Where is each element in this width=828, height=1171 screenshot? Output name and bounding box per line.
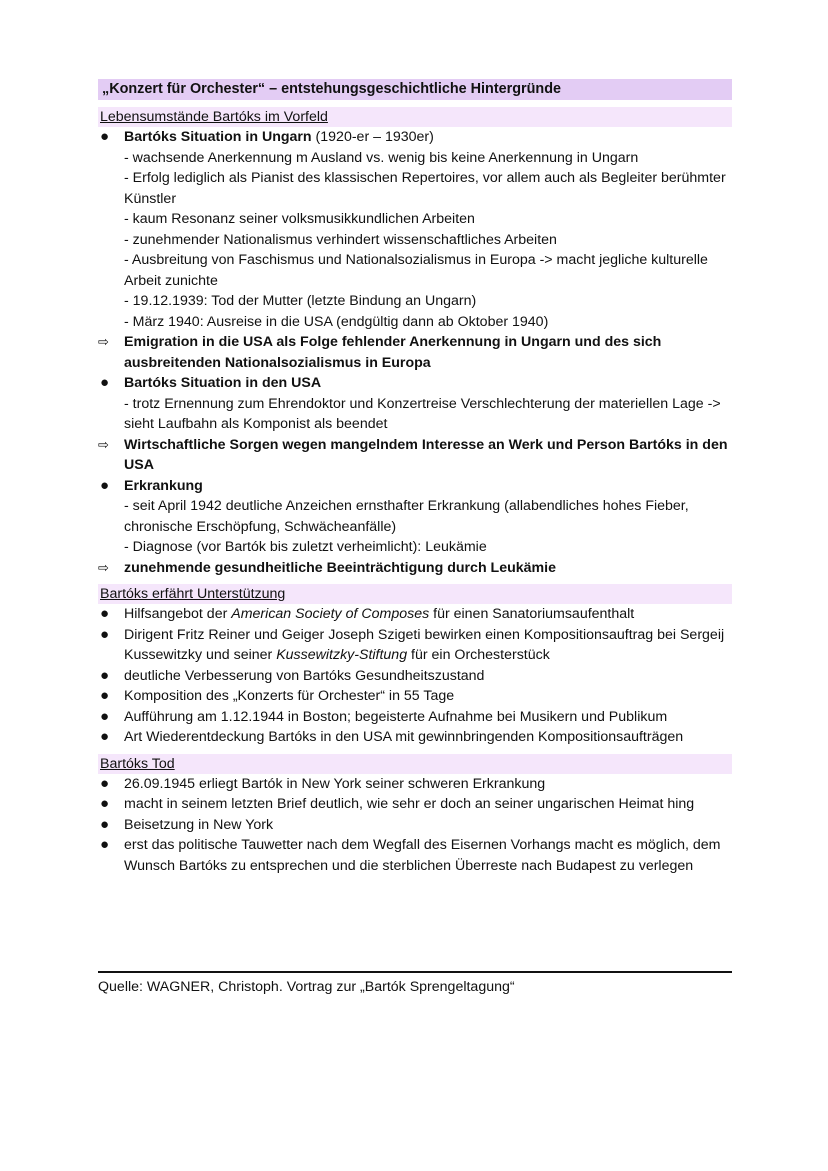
outline-arrow-right-icon: ⇨	[98, 334, 109, 349]
arrow-conclusion: Emigration in die USA als Folge fehlender Anerkennung in Ungarn und des sich ausbreitenden Nationalsozialismus in Europa	[124, 334, 662, 371]
bullet-dot-icon: ●	[100, 605, 110, 622]
list-item	[98, 476, 732, 558]
section-heading-vorfeld: Lebensumstände Bartóks im Vorfeld	[98, 107, 732, 127]
bullet-dot-icon: ●	[100, 666, 110, 684]
sub-line: - trotz Ernennung zum Ehrendoktor und Konzertreise Verschlechterung der materiellen Lage -> sieht Laufbahn als Komponist als beendet	[124, 395, 721, 432]
list-item	[98, 604, 732, 625]
item-text: macht in seinem letzten Brief deutlich, wie sehr er doch an seiner ungarischen Heimat hing	[124, 796, 695, 812]
sub-line: - März 1940: Ausreise in die USA (endgültig dann ab Oktober 1940)	[124, 313, 549, 330]
item-text: Art Wiederentdeckung Bartóks in den USA mit gewinnbringenden Kompositionsaufträgen	[124, 729, 684, 745]
section-heading-unterstuetzung: Bartóks erfährt Unterstützung	[98, 584, 732, 604]
list-item	[98, 686, 732, 707]
list-item	[98, 666, 732, 687]
source-citation: Quelle: WAGNER, Christoph. Vortrag zur „Bartók Sprengeltagung“	[98, 979, 515, 995]
footer-divider	[98, 971, 732, 973]
item-text: deutliche Verbesserung von Bartóks Gesundheitszustand	[124, 667, 485, 684]
list-item	[98, 127, 732, 332]
list-item	[98, 815, 732, 836]
arrow-item	[98, 332, 732, 373]
sub-line: - zunehmender Nationalismus verhindert wissenschaftliches Arbeiten	[124, 231, 557, 248]
sub-line: - kaum Resonanz seiner volksmusikkundlichen Arbeiten	[124, 211, 475, 227]
section-list-unterstuetzung	[98, 604, 732, 748]
item-lead: Bartóks Situation in den USA	[124, 375, 322, 391]
list-item	[98, 835, 732, 876]
item-lead-rest: (1920-er – 1930er)	[311, 129, 434, 145]
sub-line: - Ausbreitung von Faschismus und Nationalsozialismus in Europa -> macht jegliche kulturelle Arbeit zunichte	[124, 252, 708, 289]
item-text: 26.09.1945 erliegt Bartók in New York seiner schweren Erkrankung	[124, 775, 546, 792]
item-lead: Erkrankung	[124, 477, 203, 494]
outline-arrow-right-icon: ⇨	[98, 559, 109, 575]
bullet-dot-icon: ●	[100, 625, 110, 643]
bullet-dot-icon: ●	[100, 374, 110, 391]
bullet-dot-icon: ●	[100, 836, 110, 853]
sub-line: - Diagnose (vor Bartók bis zuletzt verheimlicht): Leukämie	[124, 539, 487, 555]
arrow-conclusion: Wirtschaftliche Sorgen wegen mangelndem Interesse an Werk und Person Bartóks in den USA	[124, 436, 728, 473]
arrow-conclusion: zunehmende gesundheitliche Beeinträchtigung durch Leukämie	[124, 559, 556, 576]
item-text: erst das politische Tauwetter nach dem Wegfall des Eisernen Vorhangs macht es möglich, dem Wunsch Bartóks zu entsprechen und die sterblichen Überreste nach Budapest zu verlegen	[124, 837, 721, 874]
item-text: Dirigent Fritz Reiner und Geiger Joseph Szigeti bewirken einen Kompositionsauftrag bei Sergeij Kussewitzky und seiner	[124, 626, 725, 663]
bullet-dot-icon: ●	[100, 687, 110, 704]
section-list-tod	[98, 774, 732, 877]
list-item	[98, 794, 732, 815]
bullet-dot-icon: ●	[100, 795, 110, 812]
item-text: für ein Orchesterstück	[407, 647, 550, 663]
sub-line: - Erfolg lediglich als Pianist des klassischen Repertoires, vor allem auch als Begleiter berühmter Künstler	[124, 170, 726, 207]
list-item	[98, 774, 732, 795]
item-text: für einen Sanatoriumsaufenthalt	[429, 606, 635, 622]
sub-line: - seit April 1942 deutliche Anzeichen ernsthafter Erkrankung (allabendliches hohes Fieber, chronische Erschöpfung, Schwächeanfälle)	[124, 498, 689, 535]
item-text-italic: American Society of Composes	[231, 606, 430, 622]
item-lead: Bartóks Situation in Ungarn	[124, 129, 312, 145]
item-text: Aufführung am 1.12.1944 in Boston; begeisterte Aufnahme bei Musikern und Publikum	[124, 708, 668, 725]
item-text: Beisetzung in New York	[124, 816, 274, 833]
bullet-dot-icon: ●	[100, 774, 110, 792]
bullet-dot-icon: ●	[100, 707, 110, 725]
list-item	[98, 727, 732, 748]
item-text-italic: Kussewitzky-Stiftung	[276, 647, 408, 663]
section-list-vorfeld	[98, 127, 732, 578]
item-text: Komposition des „Konzerts für Orchester“ in 55 Tage	[124, 688, 455, 704]
bullet-dot-icon: ●	[100, 128, 110, 145]
document-title: „Konzert für Orchester“ – entstehungsgeschichtliche Hintergründe	[98, 79, 732, 100]
section-heading-tod: Bartóks Tod	[98, 754, 732, 774]
outline-arrow-right-icon: ⇨	[98, 436, 109, 452]
arrow-item	[98, 558, 732, 579]
bullet-dot-icon: ●	[100, 728, 110, 745]
bullet-dot-icon: ●	[100, 815, 110, 833]
list-item	[98, 625, 732, 666]
arrow-item	[98, 435, 732, 476]
sub-line: - 19.12.1939: Tod der Mutter (letzte Bindung an Ungarn)	[124, 293, 477, 309]
sub-line: - wachsende Anerkennung m Ausland vs. wenig bis keine Anerkennung in Ungarn	[124, 149, 639, 166]
bullet-dot-icon: ●	[100, 476, 110, 494]
list-item	[98, 373, 732, 435]
document-content	[98, 79, 732, 876]
list-item	[98, 707, 732, 728]
item-text: Hilfsangebot der	[124, 606, 232, 622]
